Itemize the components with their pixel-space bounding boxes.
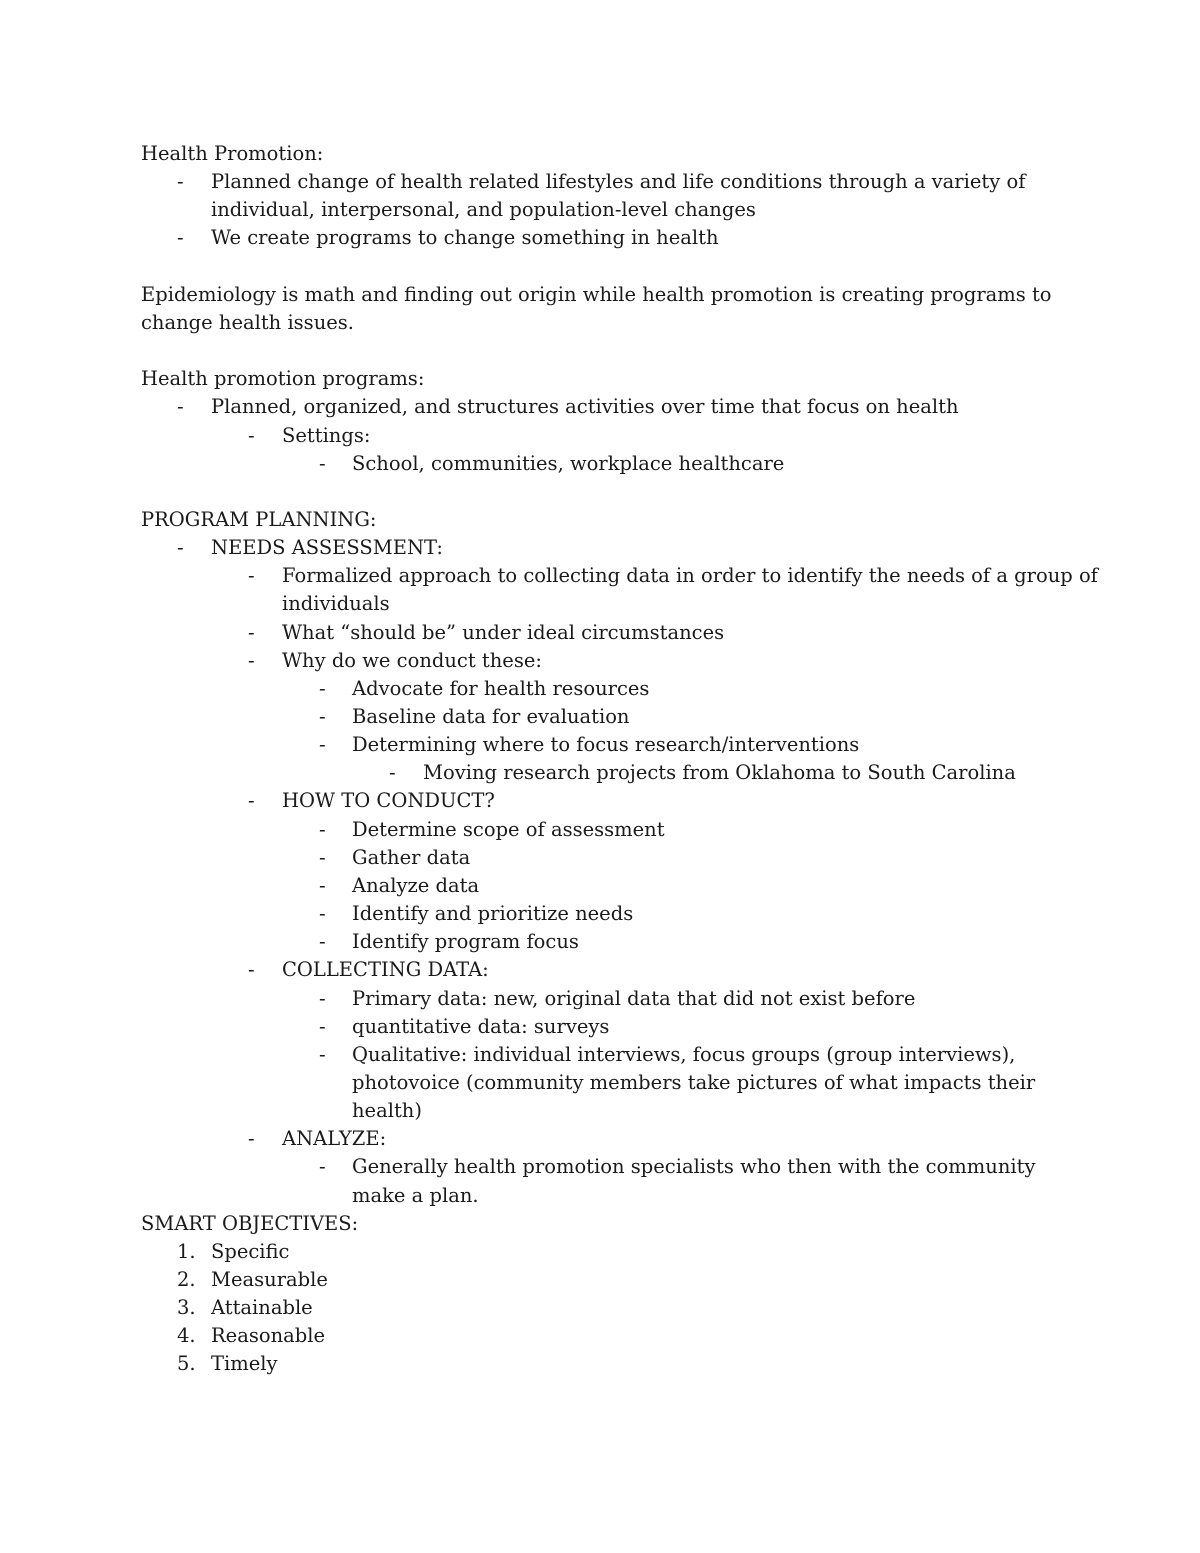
line-text: School, communities, workplace healthcare xyxy=(352,451,785,475)
line-text: NEEDS ASSESSMENT: xyxy=(211,536,443,560)
line-text: Health promotion programs: xyxy=(141,367,425,391)
line-text: What “should be” under ideal circumstances xyxy=(282,620,725,644)
line-text: Settings: xyxy=(282,423,371,447)
line-text: Epidemiology is math and finding out origin while health promotion is creating programs to xyxy=(141,282,1052,306)
list-bullet: - xyxy=(389,761,396,785)
list-bullet: - xyxy=(177,226,184,250)
line-text: Attainable xyxy=(211,1296,313,1320)
line-text: Analyze data xyxy=(352,873,480,897)
line-text: Formalized approach to collecting data in order to identify the needs of a group of xyxy=(282,564,1098,588)
line-text: Moving research projects from Oklahoma to South Carolina xyxy=(423,761,1016,785)
line-text: Generally health promotion specialists who then with the community xyxy=(352,1155,1036,1179)
list-bullet: - xyxy=(319,930,326,954)
line-text: ANALYZE: xyxy=(282,1127,387,1151)
line-text: photovoice (community members take pictures of what impacts their xyxy=(352,1070,1036,1094)
list-bullet: - xyxy=(319,845,326,869)
list-bullet: - xyxy=(248,620,255,644)
line-text: make a plan. xyxy=(352,1183,479,1207)
line-text: Planned change of health related lifestyles and life conditions through a variety of xyxy=(211,170,1026,194)
line-text: HOW TO CONDUCT? xyxy=(282,789,495,813)
line-text: We create programs to change something in health xyxy=(211,226,719,250)
line-text: Advocate for health resources xyxy=(352,676,650,700)
list-bullet: - xyxy=(319,986,326,1010)
line-text: Identify program focus xyxy=(352,930,579,954)
list-bullet: - xyxy=(248,1127,255,1151)
list-bullet: - xyxy=(248,958,255,982)
list-bullet: - xyxy=(248,423,255,447)
list-number: 2. xyxy=(177,1268,196,1291)
line-text: Determining where to focus research/interventions xyxy=(352,733,860,757)
list-number: 1. xyxy=(177,1239,196,1263)
list-number: 3. xyxy=(177,1296,196,1320)
line-text: individuals xyxy=(282,592,390,616)
list-number: 4. xyxy=(177,1324,196,1348)
list-bullet: - xyxy=(177,170,184,194)
line-text: health) xyxy=(352,1099,422,1123)
line-text: individual, interpersonal, and population-level changes xyxy=(211,198,756,222)
line-text: Gather data xyxy=(352,845,471,869)
line-text: Measurable xyxy=(211,1268,328,1291)
list-bullet: - xyxy=(177,395,184,419)
line-text: Specific xyxy=(211,1239,290,1263)
line-text: Reasonable xyxy=(211,1324,326,1348)
list-bullet: - xyxy=(248,564,255,588)
line-text: Why do we conduct these: xyxy=(282,648,542,672)
line-text: Primary data: new, original data that did not exist before xyxy=(352,986,916,1010)
list-bullet: - xyxy=(319,705,326,728)
line-text: Timely xyxy=(211,1352,278,1376)
line-text: Qualitative: individual interviews, focus groups (group interviews), xyxy=(352,1042,1016,1066)
list-bullet: - xyxy=(319,451,326,475)
line-text: Identify and prioritize needs xyxy=(352,902,634,926)
list-bullet: - xyxy=(248,648,255,672)
list-bullet: - xyxy=(319,817,326,841)
line-text: COLLECTING DATA: xyxy=(282,958,489,982)
list-bullet: - xyxy=(319,1155,326,1179)
line-text: quantitative data: surveys xyxy=(352,1014,610,1038)
list-bullet: - xyxy=(248,789,255,813)
list-bullet: - xyxy=(319,1042,326,1066)
line-text: Planned, organized, and structures activities over time that focus on health xyxy=(211,395,959,419)
line-text: Health Promotion: xyxy=(141,142,324,165)
line-text: SMART OBJECTIVES: xyxy=(141,1211,359,1235)
list-bullet: - xyxy=(319,1014,326,1038)
list-bullet: - xyxy=(319,902,326,926)
list-bullet: - xyxy=(177,536,184,560)
list-bullet: - xyxy=(319,676,326,700)
line-text: change health issues. xyxy=(141,310,354,334)
list-bullet: - xyxy=(319,873,326,897)
list-number: 5. xyxy=(177,1352,196,1376)
line-text: PROGRAM PLANNING: xyxy=(141,507,377,531)
line-text: Determine scope of assessment xyxy=(352,817,665,841)
line-text: Baseline data for evaluation xyxy=(352,705,630,728)
list-bullet: - xyxy=(319,733,326,757)
